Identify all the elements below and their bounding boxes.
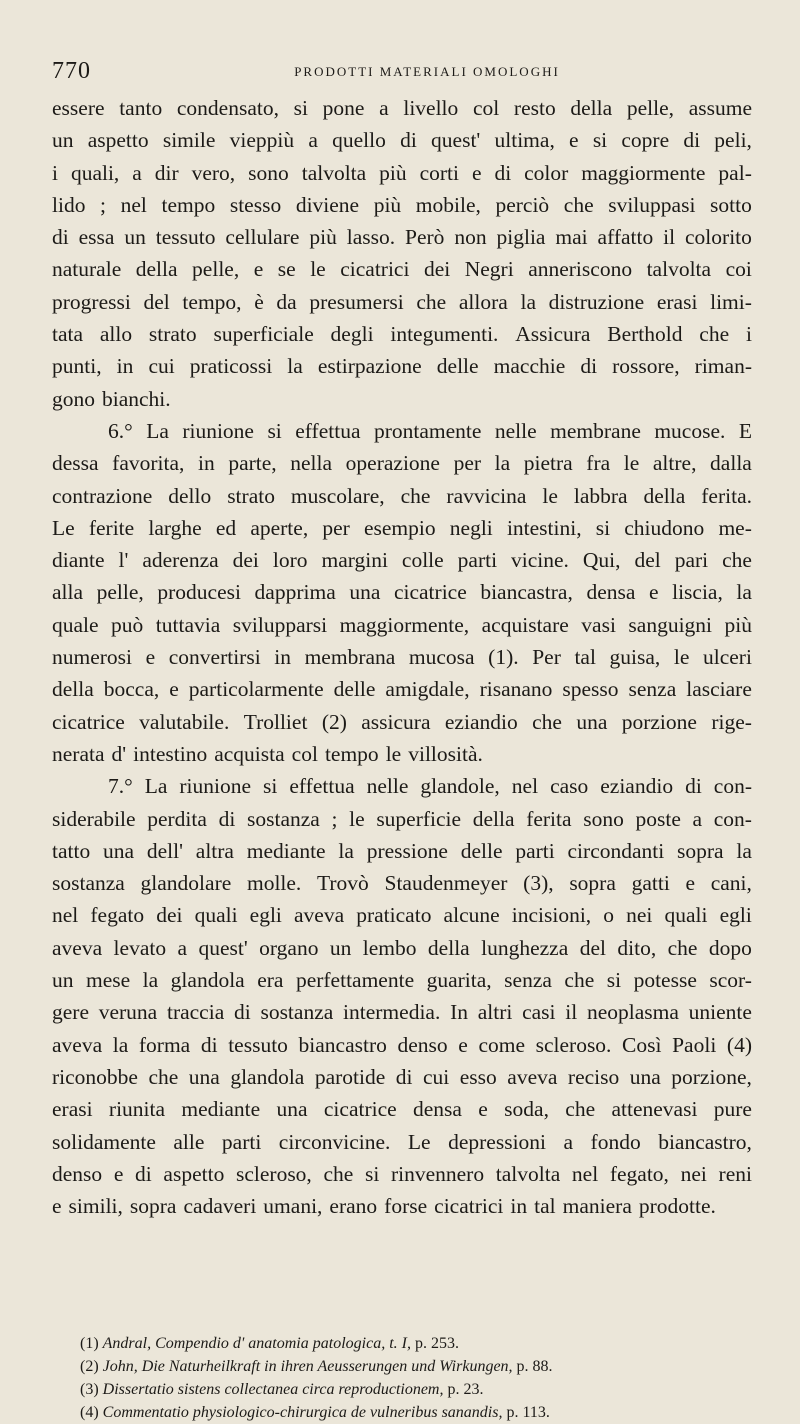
text-line: Le ferite larghe ed aperte, per esempio negli intestini, si chiudono me- [52, 515, 752, 540]
text-line: e simili, sopra cadaveri umani, erano forse cicatrici in tal maniera prodotte. [52, 1194, 716, 1219]
footnote-title: Dissertatio sistens collectanea circa reproductionem, [102, 1381, 448, 1398]
footnote-page: p. 113. [506, 1404, 550, 1421]
text-line: erasi riunita mediante una cicatrice densa e soda, che attenevasi pure [52, 1097, 752, 1122]
running-head [52, 58, 748, 86]
footnote-mark: (2) [80, 1358, 103, 1375]
text-line: riconobbe che una glandola parotide di cui esso aveva reciso una porzione, [52, 1064, 752, 1089]
text-line: contrazione dello strato muscolare, che ravvicina le labbra della ferita. [52, 483, 752, 508]
footnote-mark: (4) [80, 1404, 103, 1421]
footnote [52, 1401, 752, 1424]
text-line: nel fegato dei quali egli aveva praticato alcune incisioni, o nei quali egli [52, 903, 752, 928]
footnotes [52, 1332, 752, 1424]
page-number: 770 [52, 58, 91, 84]
text-line: i quali, a dir vero, sono talvolta più corti e di color maggiormente pal- [52, 160, 752, 185]
text-line: lido ; nel tempo stesso diviene più mobile, perciò che sviluppasi sotto [52, 192, 752, 217]
footnote-title: Compendio d' anatomia patologica, t. I, [155, 1335, 415, 1352]
text-line: 6.° La riunione si effettua prontamente nelle membrane mucose. E [108, 418, 752, 443]
text-line: numerosi e convertirsi in membrana mucosa (1). Per tal guisa, le ulceri [52, 645, 752, 670]
text-line: della bocca, e particolarmente delle amigdale, risanano spesso senza lasciare [52, 677, 752, 702]
text-line: essere tanto condensato, si pone a livello col resto della pelle, assume [52, 96, 752, 120]
text-line: alla pelle, producesi dapprima una cicatrice biancastra, densa e liscia, la [52, 580, 752, 605]
text-line: tata allo strato superficiale degli integumenti. Assicura Berthold che i [52, 322, 752, 347]
text-line: denso e di aspetto scleroso, che si rinvennero talvolta nel fegato, nei reni [52, 1161, 752, 1186]
text-line: un aspetto simile vieppiù a quello di quest' ultima, e si copre di peli, [52, 128, 752, 153]
text-line: sostanza glandolare molle. Trovò Staudenmeyer (3), sopra gatti e cani, [52, 871, 752, 896]
text-line: diante l' aderenza dei loro margini colle parti vicine. Qui, del pari che [52, 548, 752, 573]
text-line: dessa favorita, in parte, nella operazione per la pietra fra le altre, dalla [52, 451, 752, 476]
footnote-mark: (1) [80, 1335, 103, 1352]
text-line: naturale della pelle, e se le cicatrici dei Negri anneriscono talvolta coi [52, 257, 752, 282]
text-line: aveva levato a quest' organo un lembo della lunghezza del dito, che dopo [52, 935, 752, 960]
text-line: siderabile perdita di sostanza ; le superficie della ferita sono poste a con- [52, 806, 752, 831]
footnote [52, 1332, 752, 1355]
footnote [52, 1355, 752, 1378]
text-line: tatto una dell' altra mediante la pressione delle parti circondanti sopra la [52, 838, 752, 863]
text-line: punti, in cui praticossi la estirpazione delle macchie di rossore, riman- [52, 354, 752, 379]
text-line: quale può tuttavia svilupparsi maggiormente, acquistare vasi sanguigni più [52, 612, 752, 637]
footnote-page: p. 88. [516, 1358, 553, 1375]
text-line: gono bianchi. [52, 386, 171, 411]
footnote-mark: (3) [80, 1381, 103, 1398]
text-line: 7.° La riunione si effettua nelle glandole, nel caso eziandio di con- [108, 774, 752, 799]
running-title: PRODOTTI MATERIALI OMOLOGHI [294, 64, 560, 79]
footnote-title: Die Naturheilkraft in ihren Aeusserungen und Wirkungen, [141, 1358, 517, 1375]
text-line: nerata d' intestino acquista col tempo le villosità. [52, 741, 483, 766]
text-line: gere veruna traccia di sostanza intermedia. In altri casi il neoplasma uniente [52, 1000, 752, 1025]
body-text [52, 92, 752, 1222]
footnote-page: p. 253. [414, 1335, 459, 1352]
text-line: progressi del tempo, è da presumersi che allora la distruzione erasi limi- [52, 289, 752, 314]
text-line: di essa un tessuto cellulare più lasso. Però non piglia mai affatto il colorito [52, 225, 752, 250]
text-line: aveva la forma di tessuto biancastro denso e come scleroso. Così Paoli (4) [52, 1032, 752, 1057]
footnote-author: John, [102, 1358, 142, 1375]
text-line: solidamente alle parti circonvicine. Le depressioni a fondo biancastro, [52, 1129, 752, 1154]
footnote-title: Commentatio physiologico-chirurgica de vulneribus sanandis, [102, 1404, 507, 1421]
footnote-author: Andral, [102, 1335, 156, 1352]
text-line: un mese la glandola era perfettamente guarita, senza che si potesse scor- [52, 968, 752, 993]
footnote-page: p. 23. [447, 1381, 484, 1398]
text-line: cicatrice valutabile. Trolliet (2) assicura eziandio che una porzione rige- [52, 709, 752, 734]
footnote [52, 1378, 752, 1401]
